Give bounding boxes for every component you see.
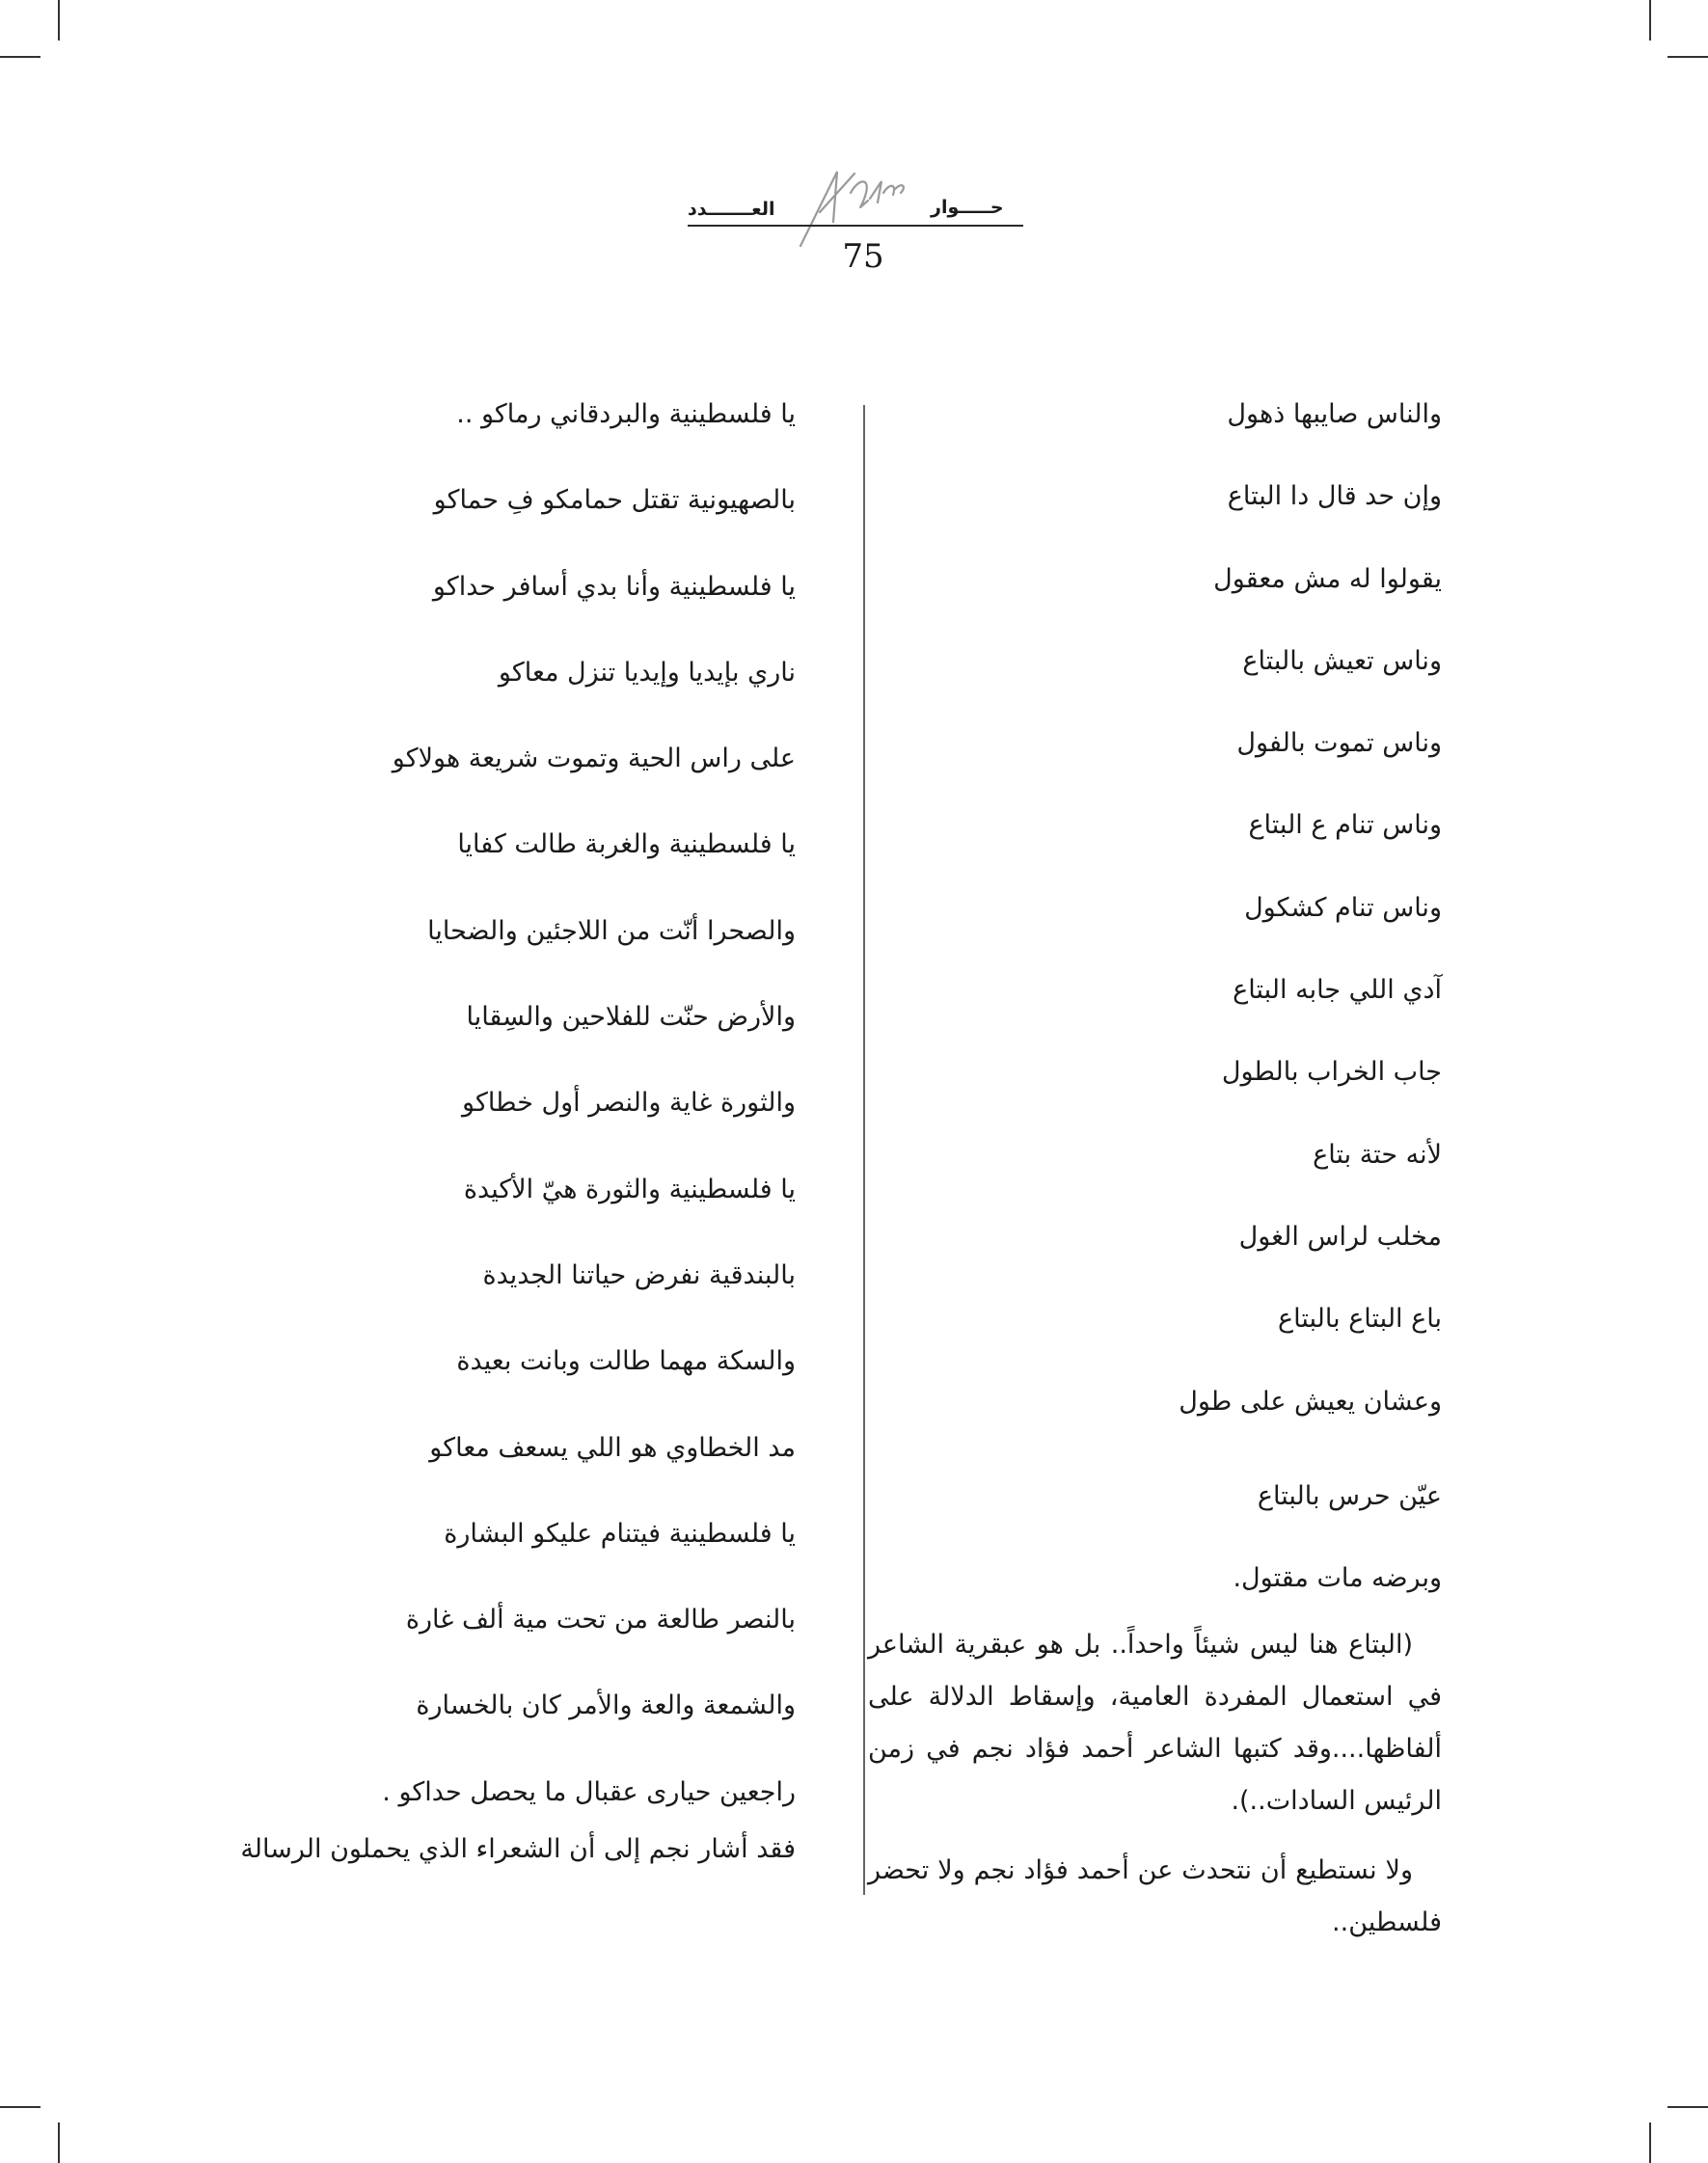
- verse-line: يا فلسطينية والثورة هيّ الأكيدة: [463, 1174, 796, 1204]
- verse-line: عيّن حرس بالبتاع: [1257, 1480, 1442, 1511]
- verse-line: وناس تنام ع البتاع: [1248, 810, 1442, 841]
- verse-line: يا فلسطينية والغربة طالت كفايا: [457, 829, 796, 860]
- crop-mark: [0, 2106, 41, 2108]
- verse-line: يقولوا له مش معقول: [1213, 563, 1442, 594]
- verse-line: بالصهيونية تقتل حمامكو فِ حماكو: [433, 485, 796, 516]
- commentary-paragraph: [868, 1845, 1442, 1949]
- verse-line: وبرضه مات مقتول.: [1233, 1562, 1442, 1593]
- verse-line: بالنصر طالعة من تحت مية ألف غارة: [405, 1605, 796, 1636]
- verse-line: والشمعة والعة والأمر كان بالخسارة: [416, 1690, 796, 1721]
- crop-mark: [1649, 2122, 1651, 2163]
- verse-line: وناس تنام كشكول: [1244, 892, 1442, 923]
- page-number: 75: [842, 237, 884, 276]
- verse-line: على راس الحية وتموت شريعة هولاكو: [392, 744, 796, 774]
- verse-line: مد الخطاوي هو اللي يسعف معاكو: [429, 1432, 796, 1463]
- verse-line: راجعين حيارى عقبال ما يحصل حداكو .: [382, 1776, 796, 1807]
- verse-line: والثورة غاية والنصر أول خطاكو: [462, 1088, 796, 1119]
- header-rule: [688, 225, 1023, 227]
- crop-mark: [1649, 0, 1651, 41]
- verse-line: مخلب لراس الغول: [1238, 1221, 1442, 1252]
- verse-line: يا فلسطينية وأنا بدي أسافر حداكو: [432, 571, 796, 602]
- crop-mark: [1667, 56, 1708, 58]
- right-column: [868, 395, 1442, 1949]
- verse-line: وناس تعيش بالبتاع: [1242, 645, 1442, 676]
- verse-line: لأنه حتة بتاع: [1313, 1139, 1442, 1170]
- column-divider: [863, 405, 865, 1895]
- verse-line: والأرض حنّت للفلاحين والسِقايا: [466, 1002, 796, 1033]
- commentary-text: (البتاع هنا ليس شيئاً واحداً.. بل هو عبقرية الشاعر في استعمال المفردة العامية، وإسقاط الدلالة على ألفاظها....وقد كتبها الشاعر أحمد فؤاد نجم في زمن الرئيس السادات..).: [868, 1629, 1442, 1816]
- crop-mark: [0, 56, 41, 58]
- section-label-issue: العـــــــدد: [688, 199, 775, 220]
- closing-line: فقد أشار نجم إلى أن الشعراء الذي يحملون الرسالة: [240, 1833, 796, 1864]
- verse-line: وإن حد قال دا البتاع: [1227, 481, 1442, 512]
- verse-line: باع البتاع بالبتاع: [1278, 1304, 1442, 1335]
- verse-line: والصحرا أنّت من اللاجئين والضحايا: [427, 915, 796, 946]
- left-column: [193, 395, 796, 1869]
- commentary-paragraph: [868, 1619, 1442, 1827]
- verse-line: وعشان يعيش على طول: [1179, 1386, 1442, 1417]
- section-label-interview: حـــــوار: [931, 197, 1004, 218]
- verse-line: آدي اللي جابه البتاع: [1233, 975, 1442, 1006]
- crop-mark: [1667, 2106, 1708, 2108]
- crop-mark: [58, 0, 60, 41]
- verse-line: ناري بإيديا وإيديا تنزل معاكو: [498, 657, 796, 688]
- verse-line: بالبندقية نفرض حياتنا الجديدة: [482, 1259, 796, 1290]
- verse-line: والسكة مهما طالت وبانت بعيدة: [456, 1346, 796, 1377]
- magazine-logo-icon: [762, 154, 935, 251]
- verse-line: يا فلسطينية والبردقاني رماكو ..: [456, 399, 796, 429]
- verse-line: وناس تموت بالفول: [1236, 728, 1442, 759]
- crop-mark: [58, 2122, 60, 2163]
- commentary-text: ولا نستطيع أن نتحدث عن أحمد فؤاد نجم ولا تحضر فلسطين..: [868, 1854, 1442, 1937]
- verse-line: جاب الخراب بالطول: [1221, 1057, 1442, 1088]
- verse-line: والناس صايبها ذهول: [1227, 399, 1442, 429]
- verse-line: يا فلسطينية فيتنام عليكو البشارة: [444, 1518, 796, 1549]
